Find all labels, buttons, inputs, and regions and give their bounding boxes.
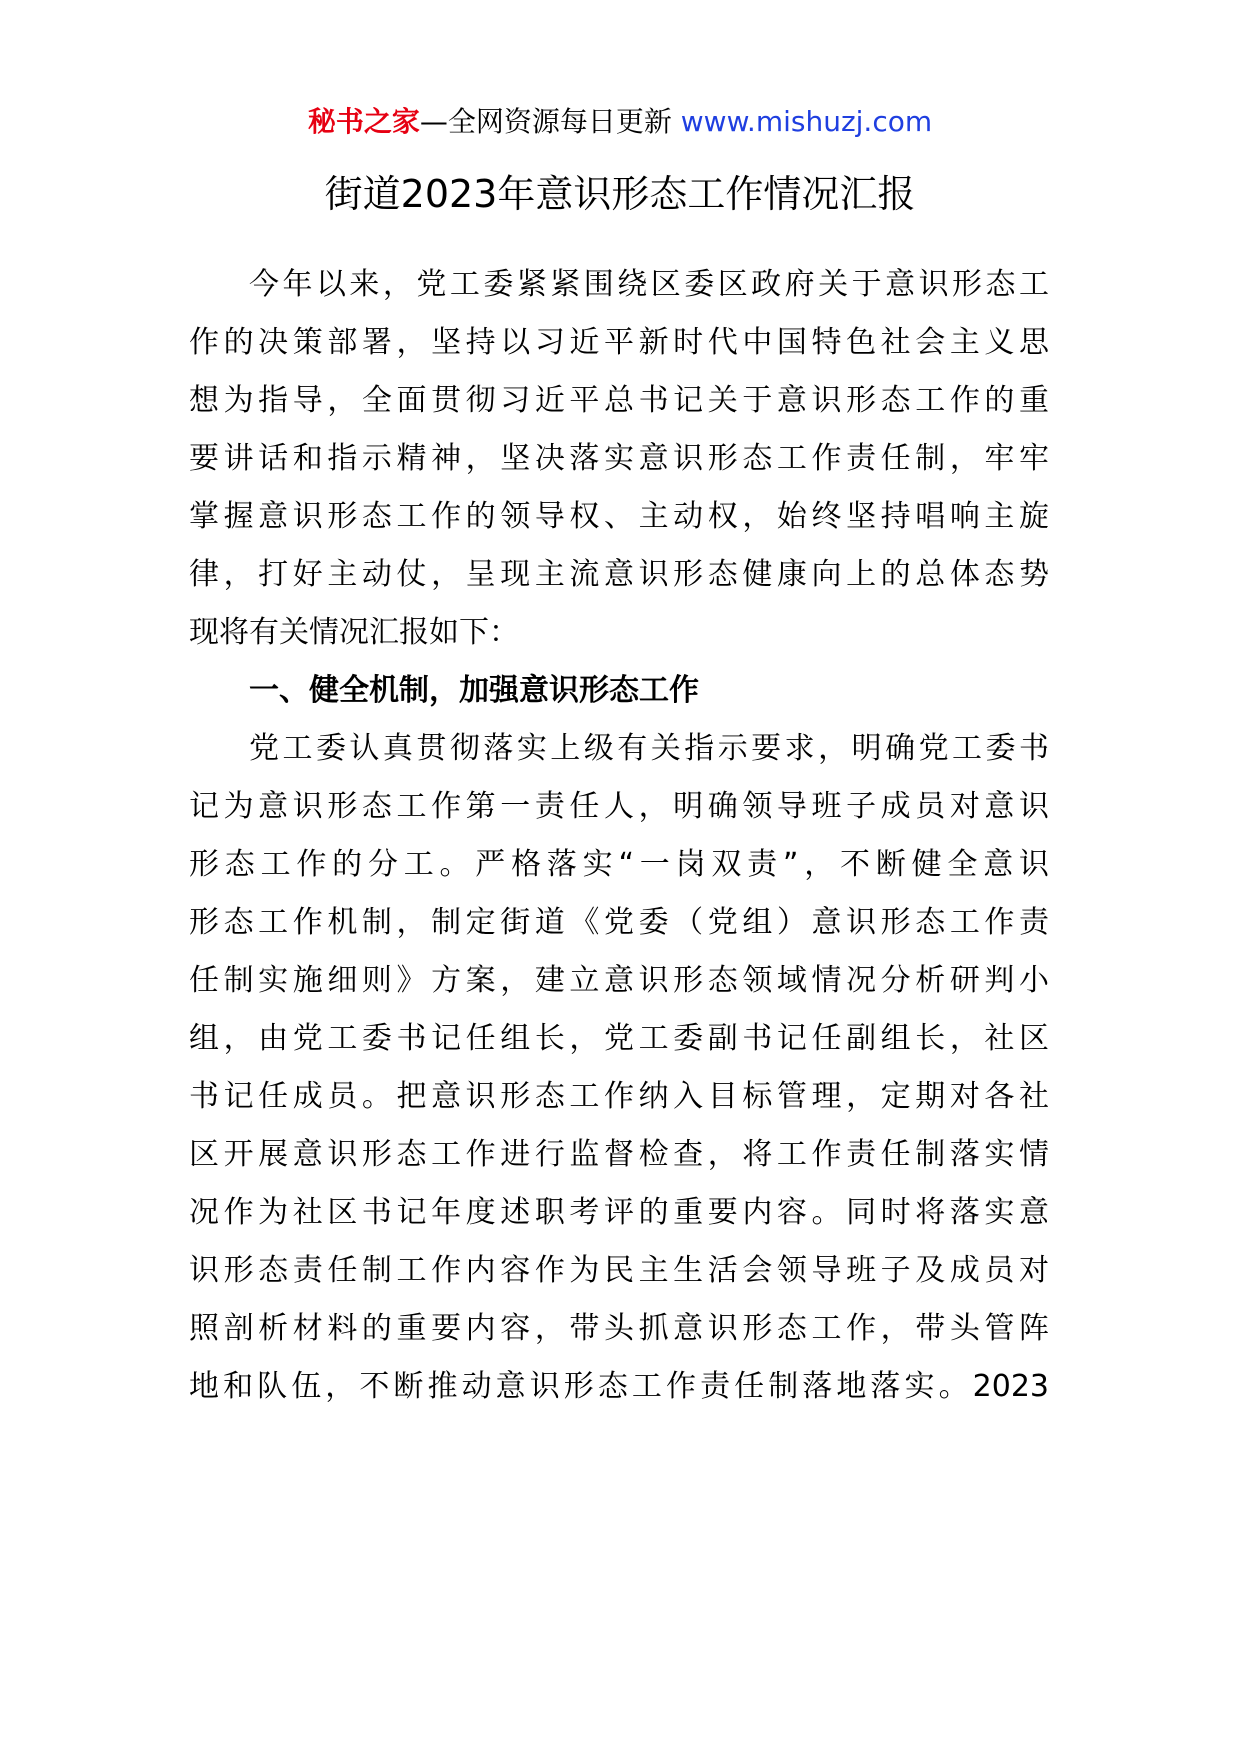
text-line: 记为意识形态工作第一责任人，明确领导班子成员对意识 <box>189 789 1049 824</box>
site-header <box>0 100 1240 144</box>
header-slogan: —全网资源每日更新 <box>419 105 681 138</box>
text-line: 要讲话和指示精神，坚决落实意识形态工作责任制，牢牢 <box>189 441 1049 476</box>
text-line: 任制实施细则》方案，建立意识形态领域情况分析研判小 <box>189 963 1049 998</box>
text-line: 形态工作的分工。严格落实“一岗双责”，不断健全意识 <box>189 847 1049 882</box>
section-heading: 一、健全机制，加强意识形态工作 <box>249 673 699 708</box>
text-line: 想为指导，全面贯彻习近平总书记关于意识形态工作的重 <box>189 383 1049 418</box>
text-line: 作的决策部署，坚持以习近平新时代中国特色社会主义思 <box>189 325 1049 360</box>
text-line: 党工委认真贯彻落实上级有关指示要求，明确党工委书 <box>249 731 1049 766</box>
text-line: 掌握意识形态工作的领导权、主动权，始终坚持唱响主旋 <box>189 499 1049 534</box>
text-line: 地和队伍，不断推动意识形态工作责任制落地落实。2023 <box>189 1369 1049 1404</box>
text-line: 识形态责任制工作内容作为民主生活会领导班子及成员对 <box>189 1253 1049 1288</box>
text-line: 区开展意识形态工作进行监督检查，将工作责任制落实情 <box>189 1137 1049 1172</box>
text-line: 形态工作机制，制定街道《党委（党组）意识形态工作责 <box>189 905 1049 940</box>
text-line: 今年以来，党工委紧紧围绕区委区政府关于意识形态工 <box>249 267 1049 302</box>
text-line: 书记任成员。把意识形态工作纳入目标管理，定期对各社 <box>189 1079 1049 1114</box>
text-line: 照剖析材料的重要内容，带头抓意识形态工作，带头管阵 <box>189 1311 1049 1346</box>
brand-name: 秘书之家 <box>307 105 420 138</box>
text-line: 况作为社区书记年度述职考评的重要内容。同时将落实意 <box>189 1195 1049 1230</box>
document-title: 街道2023年意识形态工作情况汇报 <box>324 172 916 216</box>
site-url-link[interactable]: www.mishuzj.com <box>680 105 933 138</box>
intro-paragraph <box>189 256 1049 662</box>
text-line: 律，打好主动仗，呈现主流意识形态健康向上的总体态势 <box>189 557 1049 592</box>
text-line: 组，由党工委书记任组长，党工委副书记任副组长，社区 <box>189 1021 1049 1056</box>
text-line: 现将有关情况汇报如下： <box>189 615 519 650</box>
section-paragraph <box>189 720 1049 1416</box>
document-body <box>189 256 1049 1416</box>
